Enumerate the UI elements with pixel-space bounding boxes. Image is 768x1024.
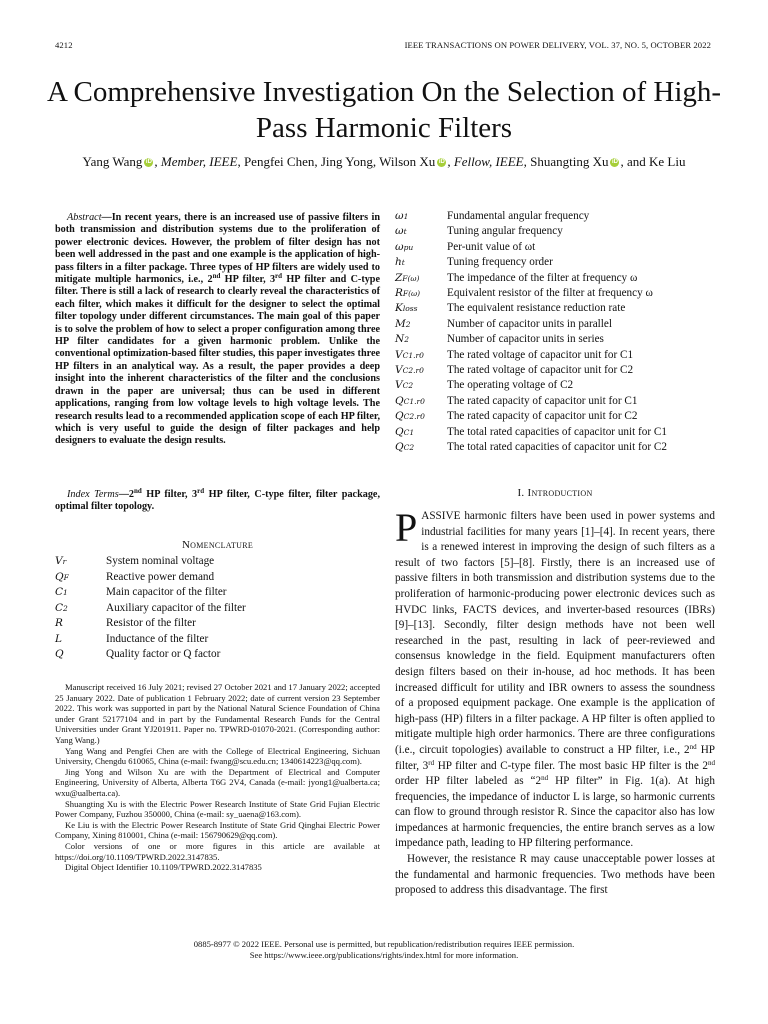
nomenclature-row bbox=[395, 363, 715, 378]
page-number: 4212 bbox=[55, 40, 73, 50]
nomenclature-description: Number of capacitor units in parallel bbox=[447, 317, 612, 330]
nomenclature-symbol: VC2 bbox=[395, 379, 414, 392]
nomenclature-row bbox=[395, 440, 715, 455]
author-name: , Shuangting Xu bbox=[523, 154, 609, 169]
nomenclature-description: System nominal voltage bbox=[106, 555, 215, 567]
author-role: , Fellow, IEEE bbox=[447, 154, 524, 169]
orcid-icon[interactable]: iD bbox=[438, 159, 445, 165]
nomenclature-symbol: C1 bbox=[55, 586, 68, 598]
nomenclature-row bbox=[395, 394, 715, 409]
paragraph: However, the resistance R may cause unacceptable power losses at the fundamental and harmonic frequencies. Two methods have been proposed to address this disadvantage. The first bbox=[395, 853, 715, 897]
author-name: , and Ke Liu bbox=[620, 154, 686, 169]
nomenclature-row bbox=[395, 332, 715, 347]
nomenclature-row bbox=[55, 632, 380, 648]
footnote-paragraph: Digital Object Identifier 10.1109/TPWRD.2022.3147835 bbox=[65, 862, 262, 873]
footnote-paragraph: Color versions of one or more figures in this article are available at https://doi.org/10.1109/TPWRD.2022.3147835. bbox=[55, 840, 380, 862]
nomenclature-row bbox=[395, 317, 715, 332]
nomenclature-description: Tuning frequency order bbox=[447, 256, 553, 269]
nomenclature-description: The rated capacity of capacitor unit for C1 bbox=[447, 394, 638, 407]
nomenclature-symbol: RF(ω) bbox=[395, 287, 421, 300]
footnote-paragraph: Manuscript received 16 July 2021; revised 27 October 2021 and 17 January 2022; accepted 25 January 2022. Date of publication 1 February 2022; date of current version 23 September 2022. This work was supported in part by the National Natural Science Foundation of China under Grant 52177104 and in part by the Fundamental Research Funds for the Central Universities under Grant YJ201911. Paper no. TPWRD-01070-2021. (Corresponding author: Yang Wang.) bbox=[55, 682, 380, 745]
nomenclature-row bbox=[55, 554, 380, 570]
nomenclature-row bbox=[395, 378, 715, 393]
nomenclature-list-right bbox=[395, 209, 715, 456]
author-names: , Pengfei Chen, Jing Yong, Wilson Xu bbox=[237, 154, 436, 169]
nomenclature-row bbox=[395, 301, 715, 316]
nomenclature-symbol: L bbox=[55, 632, 62, 645]
nomenclature-description: Auxiliary capacitor of the filter bbox=[106, 601, 246, 614]
author-list bbox=[40, 154, 728, 170]
journal-header: IEEE TRANSACTIONS ON POWER DELIVERY, VOL. 37, NO. 5, OCTOBER 2022 bbox=[404, 40, 711, 50]
paper-title: A Comprehensive Investigation On the Selection of High-Pass Harmonic Filters bbox=[46, 76, 722, 144]
nomenclature-description: The operating voltage of C2 bbox=[447, 379, 574, 392]
footnote-paragraph: Shuangting Xu is with the Electric Power Research Institute of State Grid Fujian Electric Power Company, Fuzhou 350000, China (e-mail: sy_uaena@163.com). bbox=[55, 798, 380, 820]
index-terms: Index Terms—2nd HP filter, 3rd HP filter, C-type filter, filter package, optimal filter topology. bbox=[55, 487, 380, 513]
nomenclature-row bbox=[395, 209, 715, 224]
orcid-icon[interactable]: iD bbox=[145, 159, 152, 165]
orcid-icon[interactable]: iD bbox=[611, 159, 618, 165]
nomenclature-symbol: QC1 bbox=[395, 425, 415, 438]
nomenclature-description: Fundamental angular frequency bbox=[447, 210, 590, 222]
nomenclature-symbol: QF bbox=[55, 570, 69, 583]
nomenclature-row bbox=[395, 240, 715, 255]
index-terms-label: Index Terms bbox=[67, 489, 119, 500]
nomenclature-description: The rated voltage of capacitor unit for C1 bbox=[447, 348, 634, 361]
footnotes bbox=[55, 682, 380, 873]
nomenclature-description: Main capacitor of the filter bbox=[106, 586, 227, 598]
nomenclature-symbol: Q bbox=[55, 648, 64, 660]
nomenclature-heading: Nomenclature bbox=[181, 539, 254, 551]
nomenclature-description: Number of capacitor units in series bbox=[447, 333, 604, 346]
nomenclature-symbol: R bbox=[55, 617, 63, 629]
footnote-paragraph: Yang Wang and Pengfei Chen are with the College of Electrical Engineering, Sichuan University, Chengdu 610065, China (e-mail: fwang@scu.edu.cn; 1340614223@qq.com). bbox=[55, 745, 380, 767]
footnote-paragraph: Ke Liu is with the Electric Power Research Institute of State Grid Qinghai Electric Power Company, Xining 810001, China (e-mail: 156790629@qq.com). bbox=[55, 819, 380, 841]
nomenclature-symbol: ωt bbox=[395, 225, 407, 238]
nomenclature-symbol: C2 bbox=[55, 601, 68, 614]
section-heading-introduction: I. Introduction bbox=[517, 487, 593, 499]
nomenclature-row bbox=[395, 255, 715, 270]
nomenclature-description: The equivalent resistance reduction rate bbox=[447, 302, 626, 315]
author-name: Yang Wang bbox=[82, 154, 143, 169]
nomenclature-row bbox=[55, 585, 380, 601]
abstract: Abstract—In recent years, there is an increased use of passive filters in both transmission and distribution systems due to the proliferation of power electronic devices. However, the problem of filter design has not been well addressed in the past and one example is the application of high-pass filters in a filter package. Three types of HP filters are widely used to mitigate multiple harmonics, i.e., 2nd HP filter, 3rd HP filter and C-type filter. There is still a lack of research to clearly reveal the characteristics of each filter, which makes it difficult for the designer to select the optimal filter topology under different circumstances. The main goal of this paper is to solve the problem of how to select a proper configuration among three HP filter candidates for a given harmonic problem. Unlike the conventional optimization-based filter studies, this paper investigates three HP filters in an analytical way. As a result, the paper provides a deep insight into the inherent characteristics of the filter and the conclusions drawn in the paper are universal; thus can be used in different applications, ranging from low voltage levels to high voltage levels. The research results lead to a recommended application scope of each HP filter, which is very useful to guide the design of filter packages and help designers to evaluate the design results. bbox=[55, 212, 380, 447]
nomenclature-row bbox=[395, 224, 715, 239]
nomenclature-row bbox=[395, 348, 715, 363]
nomenclature-symbol: VC1.r0 bbox=[395, 348, 424, 361]
nomenclature-description: Reactive power demand bbox=[106, 570, 215, 583]
author-role: , Member, IEEE bbox=[154, 154, 238, 169]
nomenclature-symbol: ωpu bbox=[395, 240, 414, 253]
abstract-label: Abstract bbox=[67, 212, 102, 223]
nomenclature-description: The impedance of the filter at frequency ω bbox=[447, 271, 638, 284]
nomenclature-symbol: VC2.r0 bbox=[395, 364, 424, 377]
copyright-footer: 0885-8977 © 2022 IEEE. Personal use is permitted, but republication/redistribution requires IEEE permission. See https://www.ieee.org/publications/rights/index.html for more information. bbox=[193, 939, 575, 960]
nomenclature-symbol: Kloss bbox=[395, 302, 418, 315]
nomenclature-symbol: QC1.r0 bbox=[395, 394, 425, 407]
nomenclature-row bbox=[395, 409, 715, 424]
nomenclature-symbol: ω1 bbox=[395, 210, 409, 222]
footnote-paragraph: Jing Yong and Wilson Xu are with the Department of Electrical and Computer Engineering, University of Alberta, Alberta T6G 2V4, Canada (e-mail: jyong1@ualberta.ca; wxu@ualberta.ca). bbox=[55, 766, 380, 798]
nomenclature-description: The rated capacity of capacitor unit for C2 bbox=[447, 410, 638, 423]
nomenclature-description: Resistor of the filter bbox=[106, 617, 196, 629]
nomenclature-list-left bbox=[55, 554, 380, 663]
nomenclature-description: Tuning angular frequency bbox=[447, 225, 563, 238]
nomenclature-symbol: QC2 bbox=[395, 441, 415, 454]
nomenclature-description: Inductance of the filter bbox=[106, 632, 209, 645]
nomenclature-symbol: QC2.r0 bbox=[395, 410, 425, 423]
nomenclature-description: Equivalent resistor of the filter at frequency ω bbox=[447, 287, 653, 300]
nomenclature-symbol: Vr bbox=[55, 555, 67, 567]
nomenclature-description: Per-unit value of ωt bbox=[447, 240, 536, 253]
nomenclature-row bbox=[395, 425, 715, 440]
nomenclature-row bbox=[395, 271, 715, 286]
nomenclature-row bbox=[395, 286, 715, 301]
nomenclature-symbol: ZF(ω) bbox=[395, 271, 420, 284]
nomenclature-row bbox=[55, 601, 380, 617]
nomenclature-description: The total rated capacities of capacitor unit for C2 bbox=[447, 441, 667, 454]
nomenclature-description: Quality factor or Q factor bbox=[106, 648, 221, 660]
nomenclature-symbol: M2 bbox=[395, 317, 411, 330]
nomenclature-row bbox=[55, 647, 380, 663]
drop-cap: P bbox=[395, 505, 418, 550]
nomenclature-description: The total rated capacities of capacitor unit for C1 bbox=[447, 425, 667, 438]
introduction-text: PASSIVE harmonic filters have been used in power systems and industrial facilities for many years [1]–[4]. In recent years, there is a renewed interest in improving the design of such filters as a result of two factors [5]–[8]. Firstly, there is an increased use of passive filters in both transmission and distribution systems due to the proliferation of harmonic-producing power electronic devices such as HVDC links, FACTS devices, and inverter-based resources (IBRs) [9]–[13]. Secondly, filter design methods have not been well researched in the past, resulting in lack of peer-reviewed and consensus knowledge in the field. Equipment manufacturers often design filters based on their in-house, ad hoc methods. It has been increased difficult for utility and IBR owners to assess the soundness of a proposed equipment package. One example is the application of high-pass (HP) filters in a filter package. A HP filter is often applied to mitigate multiple high order harmonics. There are three configurations (i.e., circuit topologies) available to construct a HP filter, i.e., 2nd HP filter, 3rd HP filter and C-type filer. The most basic HP filter is the 2nd order HP filter labeled as “2nd HP filter” in Fig. 1(a). At high frequencies, the impedance of inductor L is large, so harmonic currents can flow to ground through resistor R. Since the capacitor also has low impedances at harmonic frequencies, the entire branch serves as a low impedance path, leading to HP filtering performance. However, the resistance R may cause unacceptable power losses at the fundamental and harmonic frequencies. Two methods have been proposed to address this disadvantage. The first bbox=[395, 509, 715, 899]
nomenclature-row bbox=[55, 616, 380, 632]
nomenclature-symbol: ht bbox=[395, 256, 405, 269]
nomenclature-description: The rated voltage of capacitor unit for C2 bbox=[447, 364, 634, 377]
nomenclature-symbol: N2 bbox=[395, 333, 409, 346]
nomenclature-row bbox=[55, 570, 380, 586]
